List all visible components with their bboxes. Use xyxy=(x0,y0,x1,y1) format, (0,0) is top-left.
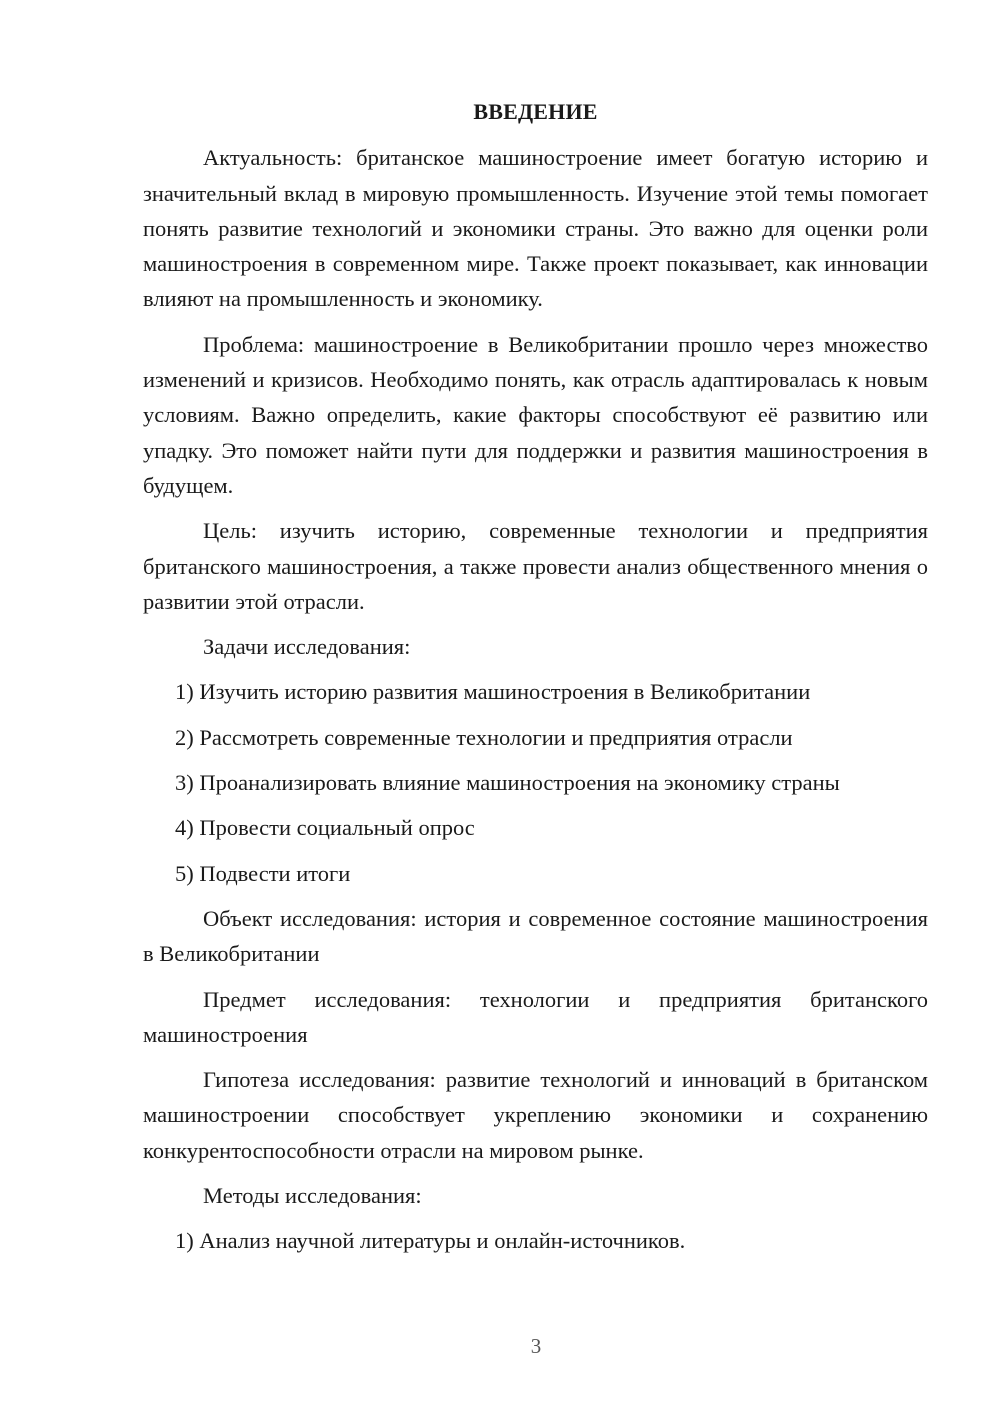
task-item: 1) Изучить историю развития машиностроения в Великобритании xyxy=(175,679,811,705)
hypothesis-paragraph: Гипотеза исследования: развитие технологий и инноваций в британском машиностроении способствует укреплению экономики и сохранению конкурентоспособности отрасли на мировом рынке. xyxy=(143,1067,928,1163)
task-item: 3) Проанализировать влияние машиностроения на экономику страны xyxy=(175,770,840,796)
problem-paragraph: Проблема: машиностроение в Великобритании прошло через множество изменений и кризисов. Необходимо понять, как отрасль адаптировалась к новым условиям. Важно определить, какие факторы способствуют её развитию или упадку. Это поможет найти пути для поддержки и развития машиностроения в будущем. xyxy=(143,331,928,498)
object-paragraph: Объект исследования: история и современное состояние машиностроения в Великобритании xyxy=(143,905,928,967)
goal-paragraph: Цель: изучить историю, современные технологии и предприятия британского машиностроения, а также провести анализ общественного мнения о развитии этой отрасли. xyxy=(143,518,928,614)
page-content xyxy=(143,94,928,1269)
methods-heading: Методы исследования: xyxy=(203,1183,422,1209)
subject-paragraph: Предмет исследования: технологии и предприятия британского машиностроения xyxy=(143,986,928,1047)
page-number: 3 xyxy=(530,1334,542,1358)
task-item: 5) Подвести итоги xyxy=(175,860,351,886)
relevance-paragraph: Актуальность: британское машиностроение имеет богатую историю и значительный вклад в мировую промышленность. Изучение этой темы помогает понять развитие технологий и экономики страны. Это важно для оценки роли машиностроения в современном мире. Также проект показывает, как инновации влияют на промышленность и экономику. xyxy=(143,145,928,312)
tasks-heading: Задачи исследования: xyxy=(203,634,411,660)
task-item: 2) Рассмотреть современные технологии и предприятия отрасли xyxy=(175,724,793,750)
task-item: 4) Провести социальный опрос xyxy=(175,815,475,841)
method-item: 1) Анализ научной литературы и онлайн-источников. xyxy=(175,1228,686,1254)
section-title: ВВЕДЕНИЕ xyxy=(473,99,598,124)
